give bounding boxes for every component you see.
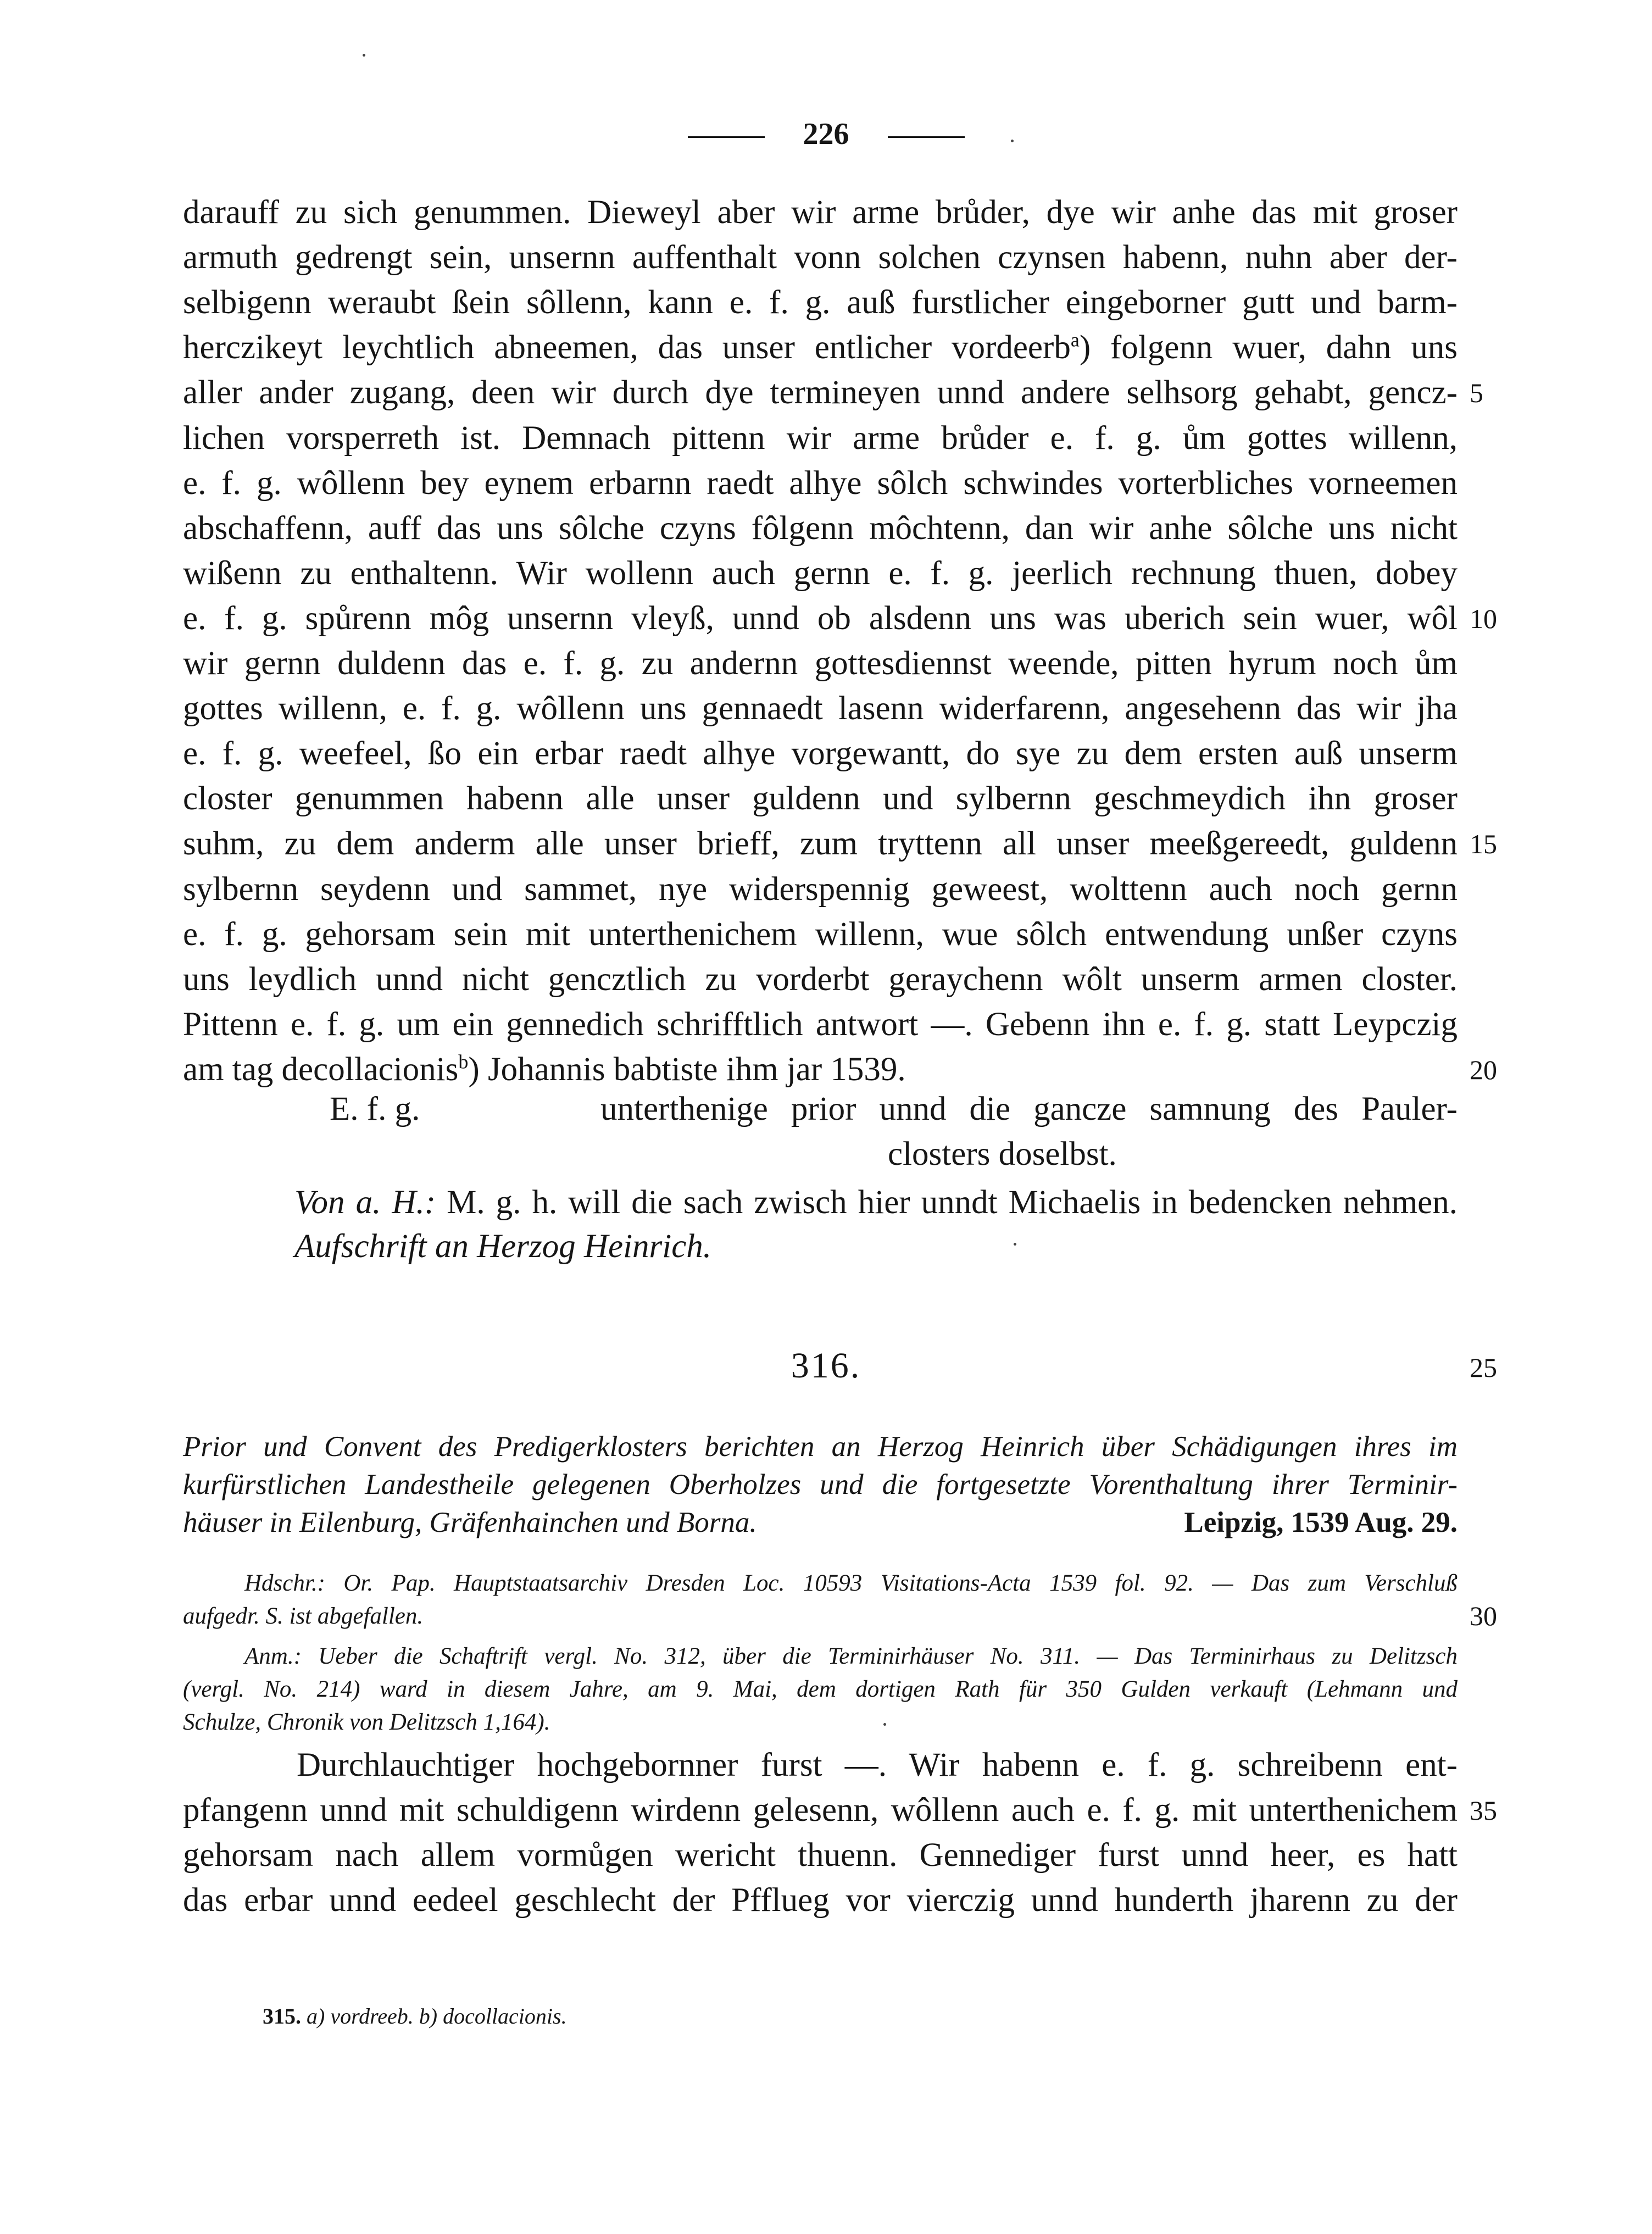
line-text: selbigenn weraubt ßein sôllenn, kann e. f. g. auß furstlicher eingeborner gutt und barm-: [183, 284, 1458, 321]
line-text: e. f. g. spůrenn môg unsernn vleyß, unnd ob alsdenn uns was uberich sein wuer, wôl: [183, 600, 1458, 637]
line-number: 15: [1470, 829, 1497, 859]
text-line: [183, 325, 1458, 370]
footnote-number: 315.: [263, 2004, 301, 2029]
line-number: 5: [1470, 377, 1483, 408]
footnote-marker: b: [458, 1051, 469, 1073]
text-line: pfangenn unnd mit schuldigenn wirdenn gelesenn, wôllenn auch e. f. g. mit unterthenichem: [183, 1792, 1458, 1829]
text-line: [183, 506, 1458, 551]
line-text: aller ander zugang, deen wir durch dye termineyen unnd andere selhsorg gehabt, gencz-: [183, 374, 1458, 411]
header-rule-left: [688, 136, 765, 138]
line-text: gottes willenn, e. f. g. wôllenn uns gennaedt lasenn widerfarenn, angesehenn das wir jha: [183, 690, 1458, 727]
footnote-text: a) vordreeb. b) docollacionis.: [307, 2004, 567, 2029]
text-line: [183, 235, 1458, 280]
line-text: wir gernn duldenn das e. f. g. zu andernn gottesdiennst weende, pitten hyrum noch ům: [183, 645, 1458, 682]
text-line: [183, 867, 1458, 912]
line-text: lichen vorsperreth ist. Demnach pittenn wir arme brůder e. f. g. ům gottes willenn,: [183, 420, 1458, 457]
text-line: [183, 551, 1458, 596]
text-line: [183, 416, 1458, 461]
marginal-note-text: M. g. h. will die sach zwisch hier unndt Michaelis in bedencken nehmen.: [447, 1184, 1458, 1221]
text-line: [183, 461, 1458, 506]
marginal-note: [294, 1180, 1458, 1225]
summary-date: Leipzig, 1539 Aug. 29.: [1184, 1507, 1458, 1538]
line-text: wißenn zu enthaltenn. Wir wollenn auch gernn e. f. g. jeerlich rechnung thuen, dobey: [183, 555, 1458, 592]
line-text: abschaffenn, auff das uns sôlche czyns fôlgenn môchtenn, dan wir anhe sôlche uns nicht: [183, 510, 1458, 547]
paper-speck: [363, 54, 365, 57]
text-line: [183, 957, 1458, 1002]
text-line: [183, 912, 1458, 957]
document-number: 316.: [791, 1346, 861, 1386]
note-line: (vergl. No. 214) ward in diesem Jahre, am 9. Mai, dem dortigen Rath für 350 Gulden verkauft (Lehmann und: [183, 1676, 1458, 1702]
marginal-note-label: Von a. H.:: [294, 1184, 436, 1221]
line-text: sylbernn seydenn und sammet, nye widerspennig geweest, wolttenn auch noch gernn: [183, 871, 1458, 908]
text-line: Durchlauchtiger hochgebornner furst —. Wir habenn e. f. g. schreibenn ent-: [297, 1747, 1458, 1783]
note-line: Hdschr.: Or. Pap. Hauptstaatsarchiv Dresden Loc. 10593 Visitations-Acta 1539 fol. 92. — Das zum Verschluß: [244, 1570, 1458, 1596]
text-line: [183, 1002, 1458, 1047]
signature-line-2: closters doselbst.: [888, 1136, 1117, 1172]
signature-line-1: unterthenige prior unnd die gancze samnung des Pauler-: [600, 1091, 1458, 1127]
line-text: armuth gedrengt sein, unsernn auffenthalt vonn solchen czynsen habenn, nuhn aber der-: [183, 239, 1458, 276]
line-text-continued: ) folgenn wuer, dahn uns: [1079, 329, 1458, 366]
text-line: das erbar unnd eedeel geschlecht der Pfflueg vor vierczig unnd hunderth jharenn zu der: [183, 1882, 1458, 1919]
line-text: am tag decollacionis: [183, 1051, 459, 1088]
line-number: 10: [1470, 603, 1497, 634]
line-number: 30: [1470, 1601, 1497, 1631]
text-line: [183, 641, 1458, 686]
footnote-marker: a: [1070, 329, 1080, 351]
text-line: [183, 821, 1458, 866]
line-text: e. f. g. gehorsam sein mit unterthenichem willenn, wue sôlch entwendung unßer czyns: [183, 916, 1458, 953]
text-line: [183, 370, 1458, 415]
note-line: aufgedr. S. ist abgefallen.: [183, 1603, 424, 1629]
line-text: herczikeyt leychtlich abneemen, das unser entlicher vordeerb: [183, 329, 1071, 366]
text-line: [183, 686, 1458, 731]
paper-speck: [1011, 140, 1014, 142]
text-line: [183, 776, 1458, 821]
line-number: 35: [1470, 1795, 1497, 1826]
paper-speck: [1014, 1243, 1016, 1246]
page-number: 226: [803, 117, 849, 151]
line-number: 20: [1470, 1054, 1497, 1085]
summary-line: kurfürstlichen Landestheile gelegenen Oberholzes und die fortgesetzte Vorenthaltung ihrer Terminir-: [183, 1469, 1458, 1501]
line-text: darauff zu sich genummen. Dieweyl aber wir arme brůder, dye wir anhe das mit groser: [183, 194, 1458, 231]
line-number-25: 25: [1470, 1352, 1497, 1383]
line-text: e. f. g. wôllenn bey eynem erbarnn raedt alhye sôlch schwindes vorterbliches vorneemen: [183, 465, 1458, 502]
line-text: suhm, zu dem anderm alle unser brieff, zum tryttenn all unser meeßgereedt, guldenn: [183, 825, 1458, 862]
text-line: [183, 190, 1458, 235]
address-note: Aufschrift an Herzog Heinrich.: [294, 1228, 712, 1265]
page-header: [0, 116, 1652, 152]
line-text: uns leydlich unnd nicht gencztlich zu vorderbt geraychenn wôlt unserm armen closter.: [183, 961, 1458, 998]
line-text: closter genummen habenn alle unser guldenn und sylbernn geschmeydich ihn groser: [183, 780, 1458, 817]
text-line: [183, 731, 1458, 776]
note-line: Schulze, Chronik von Delitzsch 1,164).: [183, 1709, 550, 1735]
summary-line: häuser in Eilenburg, Gräfenhainchen und Borna.: [183, 1507, 757, 1538]
paper-speck: [883, 1723, 886, 1726]
line-text: Pittenn e. f. g. um ein gennedich schrifftlich antwort —. Gebenn ihn e. f. g. statt Leypczig: [183, 1006, 1458, 1043]
text-line: [183, 596, 1458, 641]
signature-salutation: E. f. g.: [330, 1091, 420, 1127]
line-text-continued: ) Johannis babtiste ihm jar 1539.: [468, 1051, 906, 1088]
text-line: [183, 280, 1458, 325]
note-line: Anm.: Ueber die Schaftrift vergl. No. 312, über die Terminirhäuser No. 311. — Das Terminirhaus zu Delitzsch: [244, 1643, 1458, 1669]
line-text: e. f. g. weefeel, ßo ein erbar raedt alhye vorgewantt, do sye zu dem ersten auß unserm: [183, 735, 1458, 772]
header-rule-right: [888, 136, 965, 138]
summary-line: Prior und Convent des Predigerklosters berichten an Herzog Heinrich über Schädigungen ihres im: [183, 1431, 1458, 1463]
text-line: [183, 1047, 1040, 1092]
text-line: gehorsam nach allem vormůgen wericht thuenn. Gennediger furst unnd heer, es hatt: [183, 1837, 1458, 1874]
footnote: [263, 2001, 567, 2032]
